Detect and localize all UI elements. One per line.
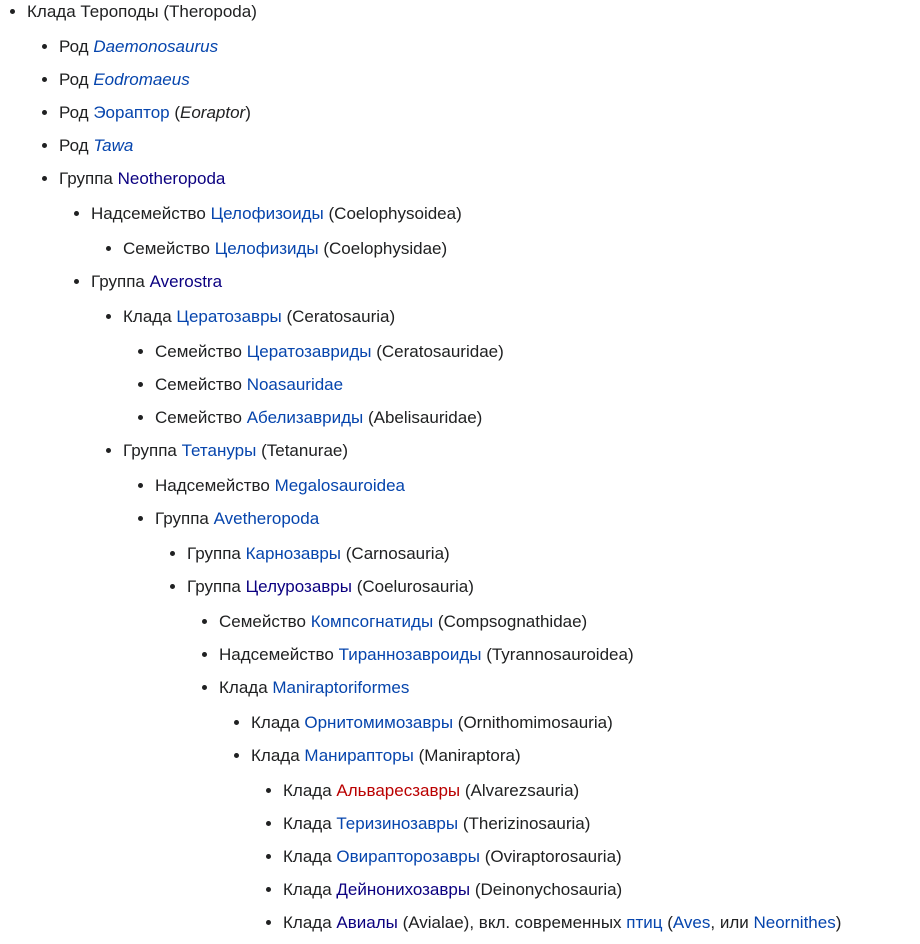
text-segment: Группа (123, 441, 182, 460)
text-segment: (Coelophysidae) (318, 239, 448, 258)
wiki-link[interactable]: Цератозавриды (246, 342, 372, 361)
taxonomy-tree (0, 1, 920, 934)
text-segment: (Deinonychosauria) (470, 880, 623, 899)
wiki-link[interactable]: Целофизоиды (210, 204, 324, 223)
list-item (123, 238, 920, 260)
list-item (59, 69, 920, 91)
taxonomy-sublist (91, 238, 920, 260)
wiki-link[interactable]: Aves (672, 913, 711, 932)
text-segment: , или (710, 913, 754, 932)
text-segment: (Compsognathidae) (433, 612, 588, 631)
wiki-link[interactable]: Maniraptoriformes (272, 678, 410, 697)
taxonomy-sublist (91, 306, 920, 934)
red-wiki-link[interactable]: Альваресзавры (336, 781, 461, 800)
text-segment: Клада (283, 814, 337, 833)
list-item (91, 203, 920, 260)
list-item (283, 813, 920, 835)
taxonomy-sublist (123, 475, 920, 934)
list-item (27, 1, 920, 934)
visited-wiki-link[interactable]: Neotheropoda (117, 169, 226, 188)
text-segment: Группа (59, 169, 118, 188)
text-segment: (Ceratosauria) (281, 307, 396, 326)
visited-wiki-link[interactable]: Целурозавры (245, 577, 352, 596)
wiki-link[interactable]: Манирапторы (304, 746, 414, 765)
wiki-link[interactable]: Megalosauroidea (274, 476, 405, 495)
wiki-link[interactable]: Тетануры (181, 441, 257, 460)
taxonomy-sublist (155, 543, 920, 934)
wiki-link[interactable]: Компсогнатиды (310, 612, 434, 631)
taxonomy-sublist (251, 780, 920, 934)
wiki-link[interactable]: Теризинозавры (336, 814, 459, 833)
text-segment: ( (662, 913, 673, 932)
text-segment: (Ceratosauridae) (371, 342, 504, 361)
visited-wiki-link[interactable]: Averostra (149, 272, 223, 291)
text-segment: Группа (91, 272, 150, 291)
list-item (251, 745, 920, 934)
text-segment: Надсемейство (155, 476, 275, 495)
list-item (59, 135, 920, 157)
text-segment: (Tyrannosauroidea) (481, 645, 634, 664)
list-item (59, 36, 920, 58)
text-segment: Род (59, 37, 94, 56)
text-segment: Клада (283, 880, 337, 899)
text-segment: Надсемейство (219, 645, 339, 664)
text-segment: Клада (123, 307, 177, 326)
wiki-link-italic[interactable]: Daemonosaurus (93, 37, 219, 56)
text-segment: (Ornithomimosauria) (453, 713, 613, 732)
taxonomy-sublist (219, 712, 920, 934)
text-segment: (Therizinosauria) (458, 814, 591, 833)
list-item (123, 306, 920, 429)
visited-wiki-link[interactable]: Дейнонихозавры (336, 880, 471, 899)
list-item (155, 475, 920, 497)
wiki-link[interactable]: Абелизавриды (246, 408, 364, 427)
text-segment: (Abelisauridae) (363, 408, 483, 427)
text-segment: Клада (283, 781, 337, 800)
taxonomy-sublist (187, 611, 920, 934)
list-item (219, 611, 920, 633)
text-segment: (Oviraptorosauria) (479, 847, 622, 866)
wiki-link[interactable]: Овирапторозавры (336, 847, 480, 866)
list-item (91, 271, 920, 934)
wiki-link[interactable]: Avetheropoda (213, 509, 320, 528)
text-segment: (Maniraptora) (413, 746, 521, 765)
text-segment: (Alvarezsauria) (460, 781, 580, 800)
list-item (155, 374, 920, 396)
text-segment: Семейство (155, 375, 247, 394)
text-segment: (Coelophysoidea) (323, 204, 462, 223)
text-segment: Семейство (155, 342, 247, 361)
list-item (155, 341, 920, 363)
list-item (283, 879, 920, 901)
wiki-link[interactable]: Цератозавры (176, 307, 282, 326)
wiki-link[interactable]: Noasauridae (246, 375, 344, 394)
text-segment: (Tetanurae) (256, 441, 349, 460)
wiki-link-italic[interactable]: Eodromaeus (93, 70, 190, 89)
text-segment: Группа (187, 577, 246, 596)
text-segment: Клада (283, 913, 337, 932)
text-segment: ) (835, 913, 842, 932)
list-item (283, 912, 920, 934)
text-segment: Семейство (155, 408, 247, 427)
text-segment: Семейство (123, 239, 215, 258)
wiki-link[interactable]: Орнитомимозавры (304, 713, 454, 732)
list-item (155, 407, 920, 429)
wiki-link[interactable]: Эораптор (93, 103, 170, 122)
text-segment: (Coelurosauria) (351, 577, 474, 596)
text-segment: Семейство (219, 612, 311, 631)
list-item (59, 168, 920, 934)
text-segment: Клада (251, 746, 305, 765)
text-segment: Группа (155, 509, 214, 528)
text-segment: Род (59, 103, 94, 122)
wiki-link[interactable]: Тираннозавроиды (338, 645, 482, 664)
text-segment-italic: Eoraptor (180, 103, 246, 122)
wiki-link[interactable]: Neornithes (753, 913, 836, 932)
list-item (187, 543, 920, 565)
text-segment: Клада (283, 847, 337, 866)
text-segment: ( (169, 103, 181, 122)
list-item (219, 677, 920, 934)
text-segment: ) (245, 103, 251, 122)
list-item (283, 846, 920, 868)
text-segment: Клада (251, 713, 305, 732)
text-segment: Клада Тероподы (Theropoda) (27, 2, 257, 21)
list-item (219, 644, 920, 666)
list-item (283, 780, 920, 802)
wiki-link-italic[interactable]: Tawa (93, 136, 134, 155)
wiki-link[interactable]: птиц (626, 913, 663, 932)
wiki-link[interactable]: Карнозавры (245, 544, 342, 563)
taxonomy-root-list (0, 1, 920, 934)
text-segment: Надсемейство (91, 204, 211, 223)
text-segment: Группа (187, 544, 246, 563)
list-item (187, 576, 920, 934)
list-item (123, 440, 920, 934)
list-item (59, 102, 920, 124)
taxonomy-sublist (59, 203, 920, 934)
text-segment: (Avialae), вкл. современных (397, 913, 627, 932)
taxonomy-sublist (123, 341, 920, 429)
text-segment: Клада (219, 678, 273, 697)
list-item (155, 508, 920, 934)
list-item (251, 712, 920, 734)
text-segment: Род (59, 136, 94, 155)
visited-wiki-link[interactable]: Авиалы (336, 913, 398, 932)
text-segment: Род (59, 70, 94, 89)
taxonomy-sublist (27, 36, 920, 934)
wiki-link[interactable]: Целофизиды (214, 239, 319, 258)
text-segment: (Carnosauria) (341, 544, 450, 563)
